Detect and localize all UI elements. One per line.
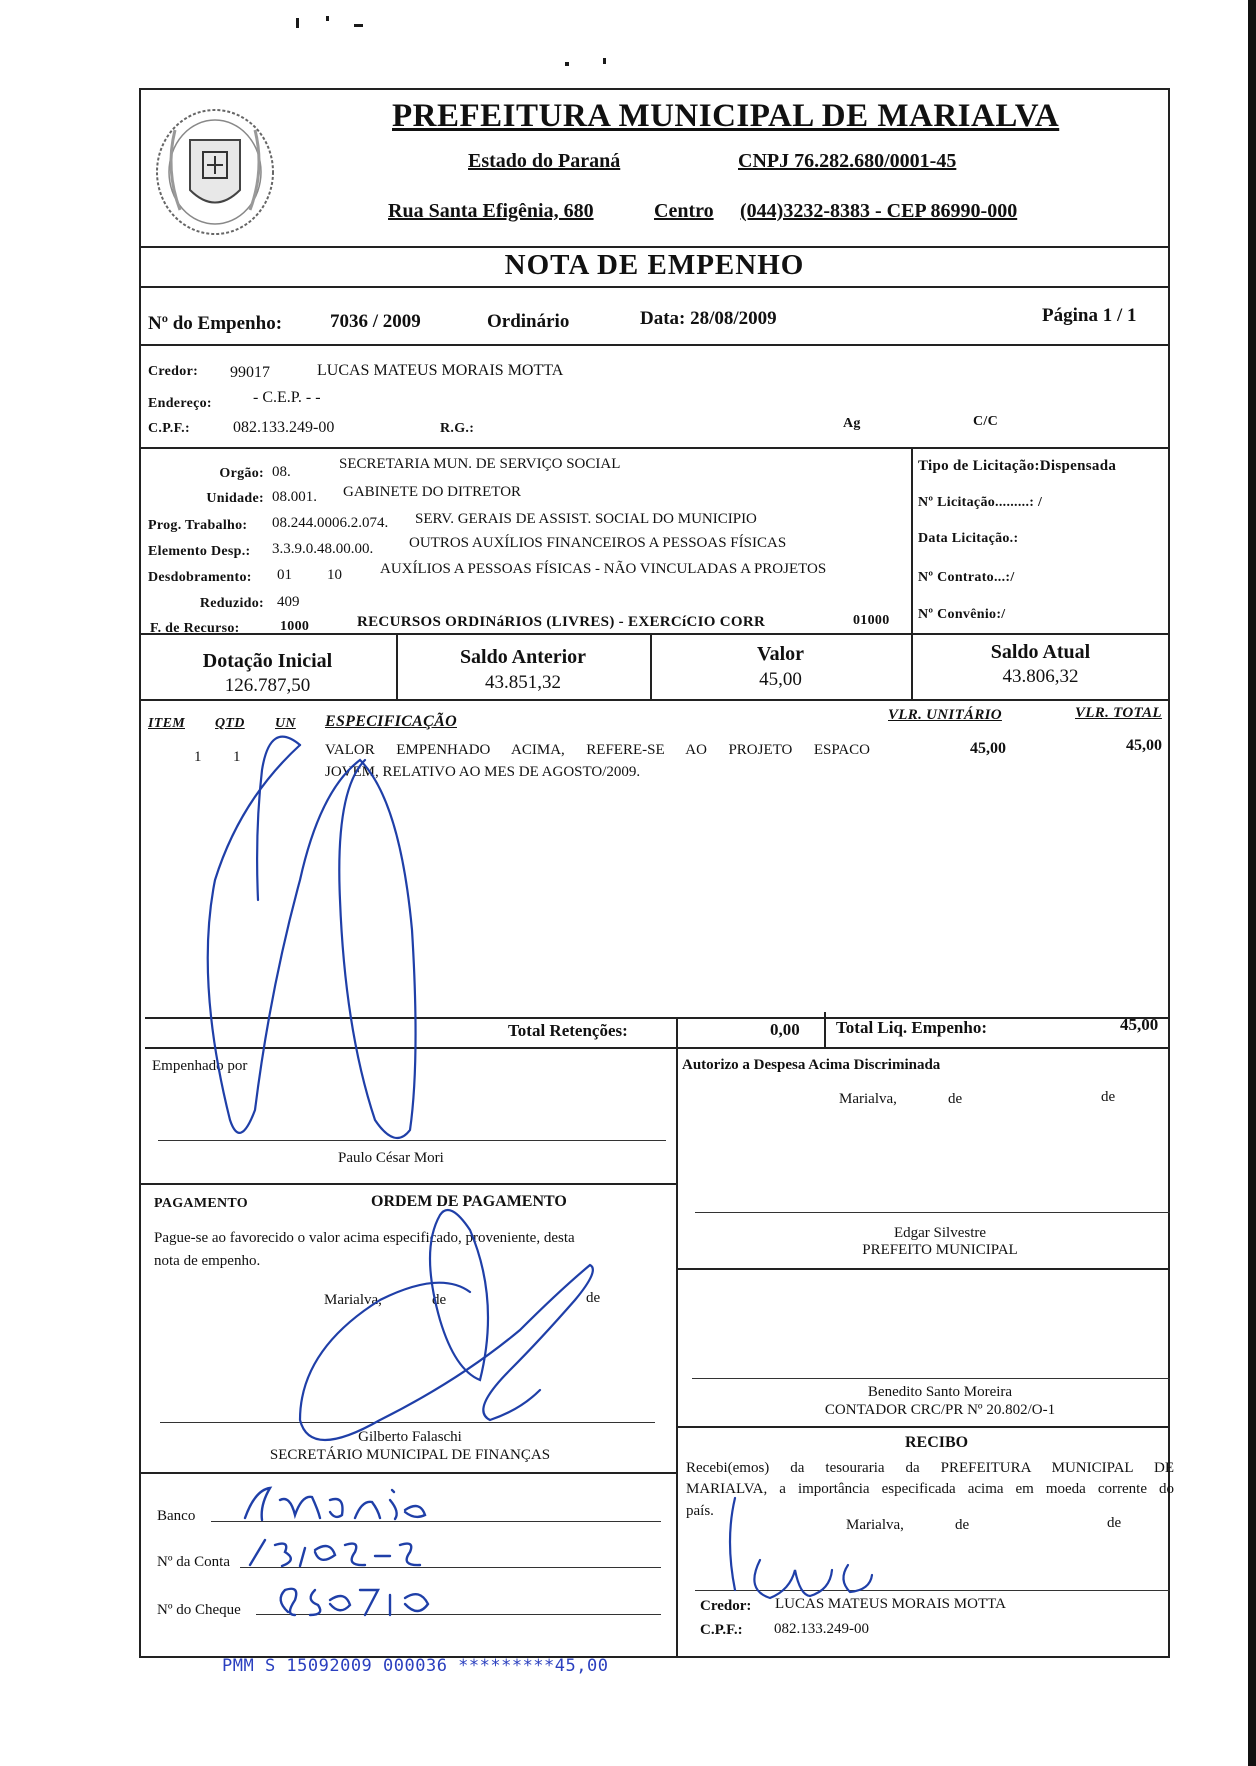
scan-mark: [565, 62, 569, 66]
col-unit-value: VLR. UNITÁRIO: [888, 707, 1002, 723]
scan-mark: [296, 18, 299, 28]
liq-value: 45,00: [1120, 1015, 1159, 1034]
recurso-code: 1000: [280, 619, 310, 634]
autorizo-label: Autorizo a Despesa Acima Discriminada: [682, 1057, 941, 1073]
recurso-code2: 01000: [853, 613, 890, 628]
signature-line: [695, 1212, 1170, 1213]
divider: [676, 1268, 1170, 1270]
pagamento-title: ORDEM DE PAGAMENTO: [371, 1193, 567, 1210]
cc-label: C/C: [973, 414, 999, 429]
divider: [145, 1017, 1170, 1019]
recurso-label: F. de Recurso:: [150, 621, 240, 636]
scan-edge: [1248, 0, 1256, 1766]
divider: [676, 1426, 1170, 1428]
row-unit-value: 45,00: [970, 740, 1006, 757]
desdob-b: 10: [327, 567, 342, 583]
divider: [676, 1047, 678, 1658]
recibo-text-line1: Recebi(emos) da tesouraria da PREFEITURA MUNICIPAL DE: [686, 1460, 1174, 1476]
empenho-type: Ordinário: [487, 311, 570, 332]
autorizo-de2: de: [1101, 1089, 1116, 1105]
recibo-text-line2: MARIALVA, a importância especificada acima em moeda corrente do: [686, 1481, 1174, 1497]
orgao-name: SECRETARIA MUN. DE SERVIÇO SOCIAL: [339, 456, 621, 472]
municipal-seal: [145, 100, 285, 240]
saldo-anterior-label: Saldo Anterior: [459, 646, 587, 668]
liq-label: Total Liq. Empenho:: [836, 1018, 987, 1037]
cheque-line: [256, 1614, 661, 1615]
divider: [139, 699, 1170, 701]
signature-line: [695, 1590, 1170, 1591]
licitacao-data: Data Licitação.:: [918, 531, 1019, 546]
saldo-anterior-value: 43.851,32: [485, 672, 561, 693]
empenho-page: Página 1 / 1: [1042, 305, 1137, 326]
endereco-value: - C.E.P. - -: [253, 389, 321, 406]
cpf-value: 082.133.249-00: [233, 419, 335, 436]
empenho-number: 7036 / 2009: [330, 311, 421, 332]
footer-stamp: PMM S 15092009 000036 *********45,00: [222, 1656, 609, 1676]
pagamento-label: PAGAMENTO: [154, 1196, 248, 1211]
valor-label: Valor: [756, 643, 805, 665]
recibo-credor-label: Credor:: [700, 1598, 752, 1614]
licitacao-tipo: Tipo de Licitação:Dispensada: [918, 458, 1117, 474]
row-total-value: 45,00: [1126, 737, 1162, 754]
ag-label: Ag: [843, 416, 861, 431]
elemento-label: Elemento Desp.:: [148, 544, 251, 559]
autorizo-de1: de: [948, 1091, 963, 1107]
recibo-text-line3: país.: [686, 1503, 714, 1519]
col-total-value: VLR. TOTAL: [1075, 705, 1162, 721]
col-qtd: QTD: [215, 716, 245, 731]
col-spec: ESPECIFICAÇÃO: [325, 713, 457, 730]
retencoes-label: Total Retenções:: [508, 1021, 628, 1040]
prefeito-name: Edgar Silvestre: [893, 1225, 987, 1241]
pagamento-de2: de: [586, 1290, 601, 1306]
divider: [139, 286, 1170, 288]
recurso-name: RECURSOS ORDINáRIOS (LIVRES) - EXERCíCIO CORR: [357, 614, 766, 630]
divider: [139, 1183, 676, 1185]
header-phone-cep: (044)3232-8383 - CEP 86990-000: [740, 200, 1018, 222]
prog-label: Prog. Trabalho:: [148, 518, 248, 533]
secretario-name: Gilberto Falaschi: [358, 1429, 462, 1445]
divider: [145, 1047, 1170, 1049]
desdob-name: AUXÍLIOS A PESSOAS FÍSICAS - NÃO VINCULADAS A PROJETOS: [380, 561, 827, 577]
dotacao-label: Dotação Inicial: [202, 650, 333, 672]
autorizo-city: Marialva,: [839, 1091, 897, 1107]
orgao-code: 08.: [272, 464, 291, 480]
unidade-label: Unidade:: [206, 491, 264, 506]
header-district: Centro: [654, 200, 714, 222]
divider: [676, 1017, 678, 1047]
secretario-role: SECRETÁRIO MUNICIPAL DE FINANÇAS: [269, 1447, 551, 1463]
credor-code: 99017: [230, 364, 270, 381]
divider: [139, 1472, 676, 1474]
desdob-a: 01: [277, 567, 292, 583]
reduzido-label: Reduzido:: [199, 596, 264, 611]
pagamento-de1: de: [432, 1292, 447, 1308]
prefeito-role: PREFEITO MUNICIPAL: [862, 1242, 1018, 1258]
endereco-label: Endereço:: [148, 396, 212, 411]
prog-code: 08.244.0006.2.074.: [272, 515, 389, 531]
contador-name: Benedito Santo Moreira: [867, 1384, 1013, 1400]
saldo-atual-value: 43.806,32: [1002, 666, 1079, 687]
orgao-label: Orgão:: [219, 466, 264, 481]
recibo-credor-name: LUCAS MATEUS MORAIS MOTTA: [775, 1596, 1006, 1612]
retencoes-value: 0,00: [770, 1020, 800, 1039]
saldo-atual-label: Saldo Atual: [990, 641, 1091, 663]
desdob-label: Desdobramento:: [148, 570, 252, 585]
row-qtd: 1: [233, 749, 241, 765]
recibo-cpf-label: C.P.F.:: [700, 1622, 743, 1638]
col-un: UN: [275, 716, 296, 731]
licitacao-contrato: Nº Contrato...:/: [918, 570, 1015, 585]
row-spec-line2: JOVEM, RELATIVO AO MES DE AGOSTO/2009.: [325, 764, 641, 780]
cheque-label: Nº do Cheque: [157, 1602, 241, 1618]
recibo-city: Marialva,: [846, 1517, 904, 1533]
elemento-code: 3.3.9.0.48.00.00.: [272, 541, 374, 557]
empenho-label: Nº do Empenho:: [148, 313, 283, 334]
recibo-de1: de: [955, 1517, 970, 1533]
credor-name: LUCAS MATEUS MORAIS MOTTA: [317, 362, 564, 379]
credor-label: Credor:: [148, 364, 199, 379]
prog-name: SERV. GERAIS DE ASSIST. SOCIAL DO MUNICIPIO: [415, 511, 757, 527]
col-item: ITEM: [148, 716, 185, 731]
unidade-code: 08.001.: [272, 489, 317, 505]
reduzido-value: 409: [277, 594, 300, 610]
signature-line: [692, 1378, 1170, 1379]
conta-line: [240, 1567, 661, 1568]
empenhado-label: Empenhado por: [152, 1058, 248, 1074]
banco-label: Banco: [157, 1508, 196, 1524]
licitacao-numero: Nº Licitação.........: /: [918, 495, 1043, 510]
unidade-name: GABINETE DO DITRETOR: [343, 484, 522, 500]
header-cnpj: CNPJ 76.282.680/0001-45: [738, 150, 957, 172]
header-address: Rua Santa Efigênia, 680: [388, 200, 594, 222]
dotacao-value: 126.787,50: [224, 675, 311, 696]
valor-value: 45,00: [759, 669, 802, 690]
divider: [139, 344, 1170, 346]
pagamento-text-line1: Pague-se ao favorecido o valor acima especificado, proveniente, desta: [154, 1230, 575, 1246]
recibo-title: RECIBO: [905, 1434, 969, 1451]
recibo-de2: de: [1107, 1515, 1122, 1531]
recibo-cpf: 082.133.249-00: [774, 1621, 869, 1637]
row-spec-line1: VALOR EMPENHADO ACIMA, REFERE-SE AO PROJETO ESPACO: [325, 742, 870, 758]
rg-label: R.G.:: [440, 421, 475, 436]
scan-mark: [603, 58, 606, 64]
divider: [911, 447, 913, 633]
divider: [824, 1012, 826, 1047]
cpf-label: C.P.F.:: [148, 421, 190, 436]
scan-mark: [354, 24, 363, 27]
header-title: PREFEITURA MUNICIPAL DE MARIALVA: [392, 98, 1060, 134]
pagamento-city: Marialva,: [324, 1292, 382, 1308]
header-state: Estado do Paraná: [468, 150, 621, 172]
signature-line: [160, 1422, 655, 1423]
signature-line: [158, 1140, 666, 1141]
contador-role: CONTADOR CRC/PR Nº 20.802/O-1: [824, 1402, 1056, 1418]
doc-title: NOTA DE EMPENHO: [504, 249, 805, 281]
scan-mark: [326, 16, 329, 21]
empenho-date: Data: 28/08/2009: [640, 308, 777, 329]
banco-line: [211, 1521, 661, 1522]
divider: [139, 447, 1170, 449]
row-item: 1: [194, 749, 202, 765]
pagamento-text-line2: nota de empenho.: [154, 1253, 261, 1269]
divider: [139, 633, 1170, 635]
licitacao-convenio: Nº Convênio:/: [918, 607, 1006, 622]
elemento-name: OUTROS AUXÍLIOS FINANCEIROS A PESSOAS FÍSICAS: [409, 535, 787, 551]
conta-label: Nº da Conta: [157, 1554, 230, 1570]
empenhado-name: Paulo César Mori: [338, 1150, 444, 1166]
